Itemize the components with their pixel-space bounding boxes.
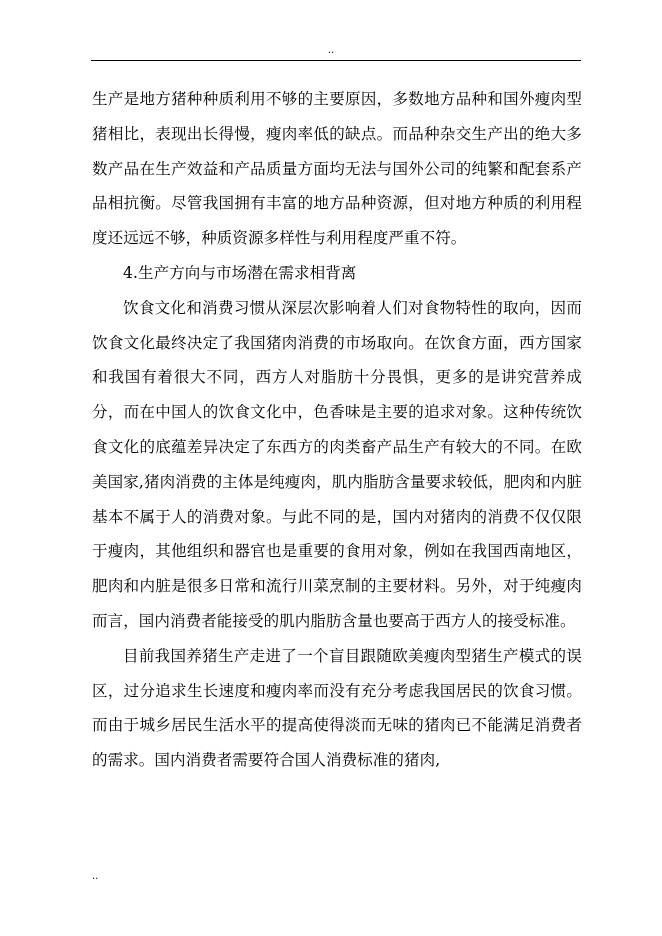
paragraph-current-situation: 目前我国养猪生产走进了一个盲目跟随欧美瘦肉型猪生产模式的误区，过分追求生长速度和瘦肉率而没有充分考虑我国居民的饮食习惯。而由于城乡居民生活水平的提高使得淡而无味的猪肉已不能满足消费者的需求。国内消费者需要符合国人消费标准的猪肉, <box>92 646 582 770</box>
page-header-mark: .. <box>327 45 335 56</box>
paragraph-germplasm: 生产是地方猪种种质利用不够的主要原因，多数地方品种和国外瘦肉型猪相比，表现出长得慢，瘦肉率低的缺点。而品种杂交生产出的绝大多数产品在生产效益和产品质量方面均无法与国外公司的纯繁和配套系产品相抗衡。尽管我国拥有丰富的地方品种资源，但对地方种质的利用程度还远远不够，种质资源多样性与利用程度严重不符。 <box>92 90 582 248</box>
document-body <box>92 82 582 778</box>
page-footer-mark: .. <box>92 871 99 882</box>
section-heading-4: 4.生产方向与市场潜在需求相背离 <box>123 263 357 282</box>
header-divider <box>91 60 581 61</box>
paragraph-diet-culture: 饮食文化和消费习惯从深层次影响着人们对食物特性的取向，因而饮食文化最终决定了我国猪肉消费的市场取向。在饮食方面，西方国家和我国有着很大不同，西方人对脂肪十分畏惧，更多的是讲究营养成分，而在中国人的饮食文化中，色香味是主要的追求对象。这种传统饮食文化的底蕴差异决定了东西方的肉类畜产品生产有较大的不同。在欧美国家,猪肉消费的主体是纯瘦肉，肌内脂肪含量要求较低，肥肉和内脏基本不属于人的消费对象。与此不同的是，国内对猪肉的消费不仅仅限于瘦肉，其他组织和器官也是重要的食用对象，例如在我国西南地区，肥肉和内脏是很多日常和流行川菜烹制的主要材料。另外，对于纯瘦肉而言，国内消费者能接受的肌内脂肪含量也要高于西方人的接受标准。 <box>92 298 582 630</box>
